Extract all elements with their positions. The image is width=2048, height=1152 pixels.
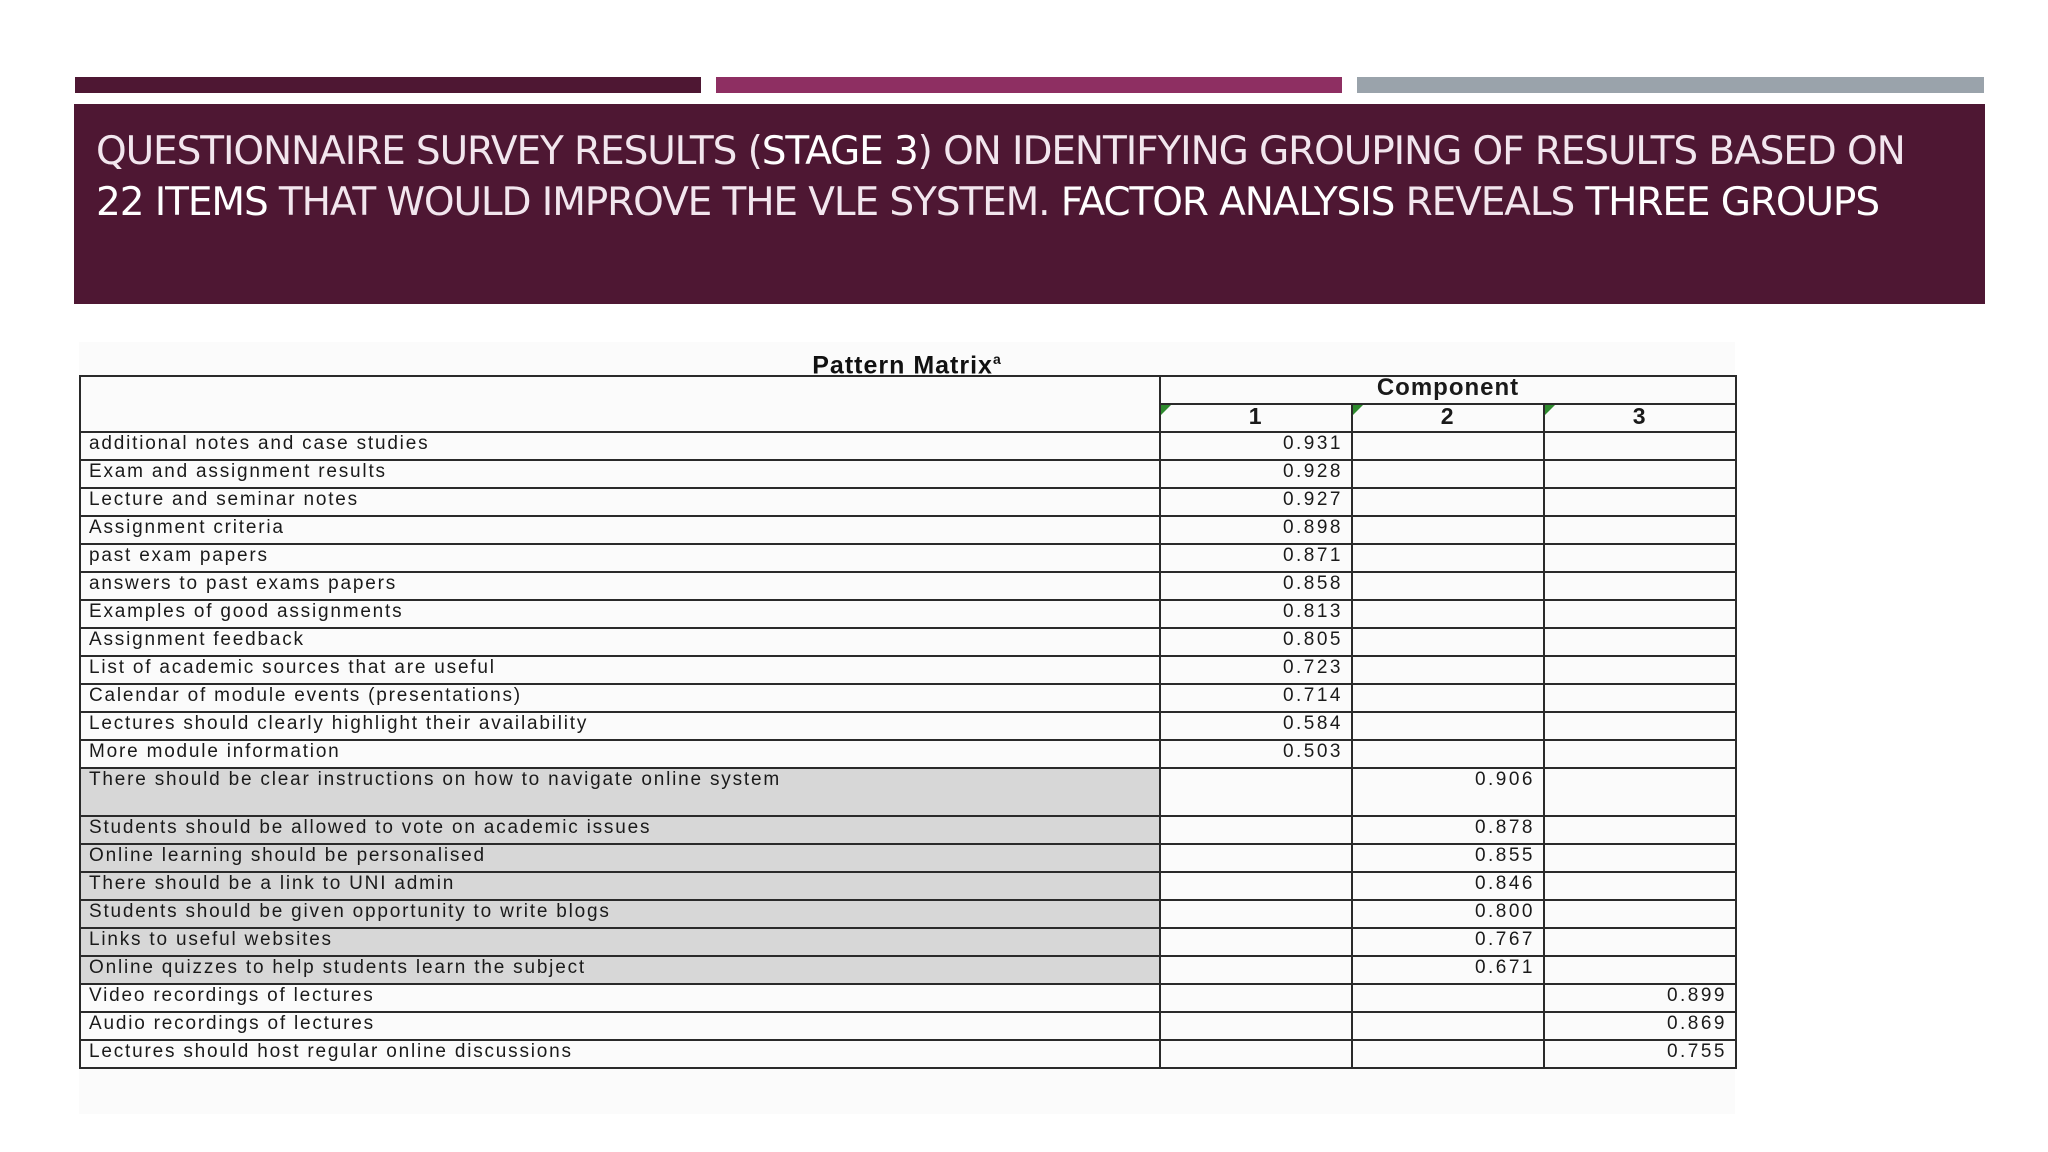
loading-c2: 0.906 <box>1352 768 1544 816</box>
item-label: Calendar of module events (presentations) <box>80 684 1160 712</box>
matrix-title-footnote: a <box>992 351 1002 367</box>
title-highlight-factor-analysis: FACTOR ANALYSIS <box>1060 180 1395 225</box>
loading-c3 <box>1544 600 1736 628</box>
table-row <box>80 984 1736 1012</box>
loading-c2 <box>1352 684 1544 712</box>
title-text: ) ON IDENTIFYING GROUPING OF RESULTS BASED ON <box>917 129 1905 174</box>
loading-c2: 0.855 <box>1352 844 1544 872</box>
loading-c1 <box>1160 768 1352 816</box>
accent-bar-dark <box>75 77 701 93</box>
item-label: Examples of good assignments <box>80 600 1160 628</box>
item-label: Assignment feedback <box>80 628 1160 656</box>
item-label: answers to past exams papers <box>80 572 1160 600</box>
item-label: There should be clear instructions on how to navigate online system <box>80 768 1160 816</box>
loading-c2 <box>1352 1012 1544 1040</box>
item-label: Lecture and seminar notes <box>80 488 1160 516</box>
title-highlight-items: 22 ITEMS <box>96 180 268 225</box>
loading-c3 <box>1544 712 1736 740</box>
loading-c2 <box>1352 488 1544 516</box>
item-label: additional notes and case studies <box>80 432 1160 460</box>
item-label: Lectures should host regular online discussions <box>80 1040 1160 1068</box>
loading-c1: 0.898 <box>1160 516 1352 544</box>
item-label: Audio recordings of lectures <box>80 1012 1160 1040</box>
loading-c3 <box>1544 544 1736 572</box>
table-row <box>80 900 1736 928</box>
loading-c3 <box>1544 816 1736 844</box>
loading-c1 <box>1160 816 1352 844</box>
loading-c2 <box>1352 572 1544 600</box>
item-label: Assignment criteria <box>80 516 1160 544</box>
loading-c1: 0.503 <box>1160 740 1352 768</box>
component-number: 2 <box>1440 404 1456 429</box>
table-row <box>80 628 1736 656</box>
table-row <box>80 928 1736 956</box>
loading-c2 <box>1352 544 1544 572</box>
loading-c2 <box>1352 740 1544 768</box>
loading-c3 <box>1544 768 1736 816</box>
loading-c1 <box>1160 844 1352 872</box>
loading-c2 <box>1352 460 1544 488</box>
table-row <box>80 768 1736 816</box>
loading-c1: 0.931 <box>1160 432 1352 460</box>
item-label: Students should be given opportunity to write blogs <box>80 900 1160 928</box>
loading-c2: 0.878 <box>1352 816 1544 844</box>
loading-c1 <box>1160 956 1352 984</box>
loading-c2 <box>1352 432 1544 460</box>
loading-c2 <box>1352 984 1544 1012</box>
pattern-matrix-table <box>79 375 1737 1069</box>
loading-c2 <box>1352 600 1544 628</box>
loading-c3 <box>1544 684 1736 712</box>
loading-c3 <box>1544 656 1736 684</box>
matrix-title <box>79 342 1735 380</box>
loading-c3 <box>1544 432 1736 460</box>
item-header-cell <box>80 376 1160 432</box>
table-row <box>80 544 1736 572</box>
loading-c2: 0.800 <box>1352 900 1544 928</box>
cell-marker-icon <box>1161 405 1171 415</box>
loading-c1: 0.871 <box>1160 544 1352 572</box>
loading-c2: 0.767 <box>1352 928 1544 956</box>
loading-c3 <box>1544 572 1736 600</box>
item-label: More module information <box>80 740 1160 768</box>
loading-c1: 0.858 <box>1160 572 1352 600</box>
loading-c3: 0.755 <box>1544 1040 1736 1068</box>
item-label: Exam and assignment results <box>80 460 1160 488</box>
loading-c3 <box>1544 488 1736 516</box>
loading-c1 <box>1160 1012 1352 1040</box>
table-row <box>80 460 1736 488</box>
item-label: Students should be allowed to vote on academic issues <box>80 816 1160 844</box>
loading-c3 <box>1544 900 1736 928</box>
table-row <box>80 656 1736 684</box>
table-row <box>80 844 1736 872</box>
item-label: There should be a link to UNI admin <box>80 872 1160 900</box>
table-row <box>80 712 1736 740</box>
loading-c2: 0.671 <box>1352 956 1544 984</box>
table-row <box>80 516 1736 544</box>
loading-c1 <box>1160 900 1352 928</box>
accent-bar-gray <box>1357 77 1984 93</box>
component-1-header <box>1160 404 1352 432</box>
item-label: Online learning should be personalised <box>80 844 1160 872</box>
item-label: past exam papers <box>80 544 1160 572</box>
table-row <box>80 1040 1736 1068</box>
loading-c3 <box>1544 844 1736 872</box>
table-row <box>80 872 1736 900</box>
loading-c2: 0.846 <box>1352 872 1544 900</box>
loading-c1: 0.813 <box>1160 600 1352 628</box>
loading-c1 <box>1160 1040 1352 1068</box>
component-2-header <box>1352 404 1544 432</box>
cell-marker-icon <box>1545 405 1555 415</box>
component-number: 1 <box>1248 404 1264 429</box>
loading-c2 <box>1352 1040 1544 1068</box>
table-row <box>80 816 1736 844</box>
title-text: THAT WOULD IMPROVE THE VLE SYSTEM. <box>267 180 1061 225</box>
loading-c3 <box>1544 956 1736 984</box>
loading-c3 <box>1544 928 1736 956</box>
loading-c1: 0.805 <box>1160 628 1352 656</box>
accent-bar-magenta <box>716 77 1342 93</box>
loading-c3 <box>1544 460 1736 488</box>
loading-c2 <box>1352 516 1544 544</box>
cell-marker-icon <box>1353 405 1363 415</box>
slide-title <box>96 126 1963 228</box>
table-row <box>80 684 1736 712</box>
title-text: REVEALS <box>1394 180 1586 225</box>
component-3-header <box>1544 404 1736 432</box>
item-label: Links to useful websites <box>80 928 1160 956</box>
loading-c3 <box>1544 740 1736 768</box>
loading-c1: 0.723 <box>1160 656 1352 684</box>
loading-c3 <box>1544 628 1736 656</box>
loading-c3: 0.869 <box>1544 1012 1736 1040</box>
loading-c2 <box>1352 712 1544 740</box>
loading-c2 <box>1352 656 1544 684</box>
table-row <box>80 572 1736 600</box>
loading-c1: 0.927 <box>1160 488 1352 516</box>
loading-c3 <box>1544 516 1736 544</box>
table-row <box>80 956 1736 984</box>
component-number: 3 <box>1632 404 1648 429</box>
title-banner <box>74 104 1985 304</box>
item-label: Video recordings of lectures <box>80 984 1160 1012</box>
table-row <box>80 740 1736 768</box>
loading-c1: 0.714 <box>1160 684 1352 712</box>
loading-c2 <box>1352 628 1544 656</box>
title-text: QUESTIONNAIRE SURVEY RESULTS ( <box>96 129 762 174</box>
loading-c1: 0.584 <box>1160 712 1352 740</box>
table-row <box>80 432 1736 460</box>
title-highlight-stage: STAGE 3 <box>761 129 918 174</box>
loading-c3 <box>1544 872 1736 900</box>
loading-c1 <box>1160 928 1352 956</box>
item-label: Online quizzes to help students learn the subject <box>80 956 1160 984</box>
matrix-title-text: Pattern Matrix <box>812 351 993 380</box>
component-header: Component <box>1160 376 1736 404</box>
pattern-matrix-figure <box>79 342 1735 1114</box>
table-row <box>80 1012 1736 1040</box>
table-row <box>80 600 1736 628</box>
loading-c1 <box>1160 984 1352 1012</box>
loading-c1 <box>1160 872 1352 900</box>
table-row <box>80 488 1736 516</box>
title-highlight-three-groups: THREE GROUPS <box>1585 180 1879 225</box>
item-label: Lectures should clearly highlight their availability <box>80 712 1160 740</box>
item-label: List of academic sources that are useful <box>80 656 1160 684</box>
loading-c1: 0.928 <box>1160 460 1352 488</box>
loading-c3: 0.899 <box>1544 984 1736 1012</box>
